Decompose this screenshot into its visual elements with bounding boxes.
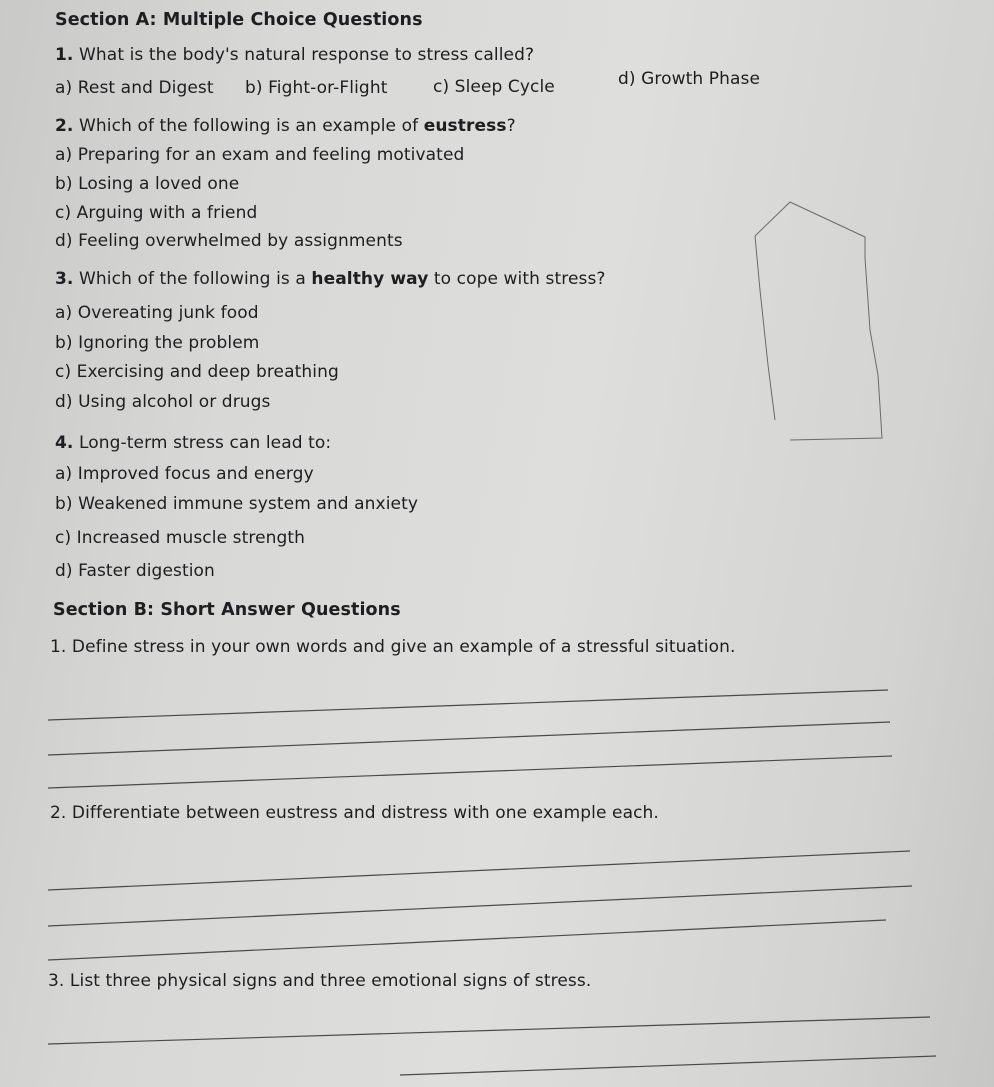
answer-line-2-1[interactable] — [48, 851, 910, 890]
short-answer-question-2: 2. Differentiate between eustress and distress with one example each. — [50, 803, 659, 823]
q1-option-b[interactable]: b) Fight-or-Flight — [245, 78, 388, 98]
question-3-text-after: to cope with stress? — [428, 269, 606, 289]
question-2-emphasis: eustress — [423, 116, 507, 136]
answer-line-1-1[interactable] — [48, 690, 888, 720]
answer-box-outline — [790, 202, 882, 440]
answer-box-left-edge — [755, 202, 790, 420]
question-2-text-before: Which of the following is an example of — [79, 116, 424, 136]
q1-option-c[interactable]: c) Sleep Cycle — [433, 77, 555, 97]
q1-option-a[interactable]: a) Rest and Digest — [55, 78, 214, 98]
q2-option-d[interactable]: d) Feeling overwhelmed by assignments — [55, 231, 403, 251]
q4-option-d[interactable]: d) Faster digestion — [55, 561, 215, 581]
q3-option-c[interactable]: c) Exercising and deep breathing — [55, 362, 339, 382]
question-4-text: Long-term stress can lead to: — [79, 433, 332, 453]
q2-option-a[interactable]: a) Preparing for an exam and feeling motivated — [55, 145, 465, 165]
answer-line-3-1[interactable] — [48, 1017, 930, 1044]
question-3-emphasis: healthy way — [311, 269, 429, 289]
q3-option-a[interactable]: a) Overeating junk food — [55, 303, 259, 323]
q3-option-d[interactable]: d) Using alcohol or drugs — [55, 392, 271, 412]
answer-line-2-2[interactable] — [48, 886, 912, 926]
question-2-text-after: ? — [506, 116, 516, 136]
q4-option-a[interactable]: a) Improved focus and energy — [55, 464, 314, 484]
q2-option-c[interactable]: c) Arguing with a friend — [55, 203, 258, 223]
question-3-text-before: Which of the following is a — [79, 269, 312, 289]
section-a-title: Section A: Multiple Choice Questions — [55, 10, 423, 30]
q4-option-c[interactable]: c) Increased muscle strength — [55, 528, 306, 548]
q1-option-d[interactable]: d) Growth Phase — [618, 69, 761, 89]
section-b-title: Section B: Short Answer Questions — [53, 600, 401, 620]
question-4-number: 4. — [55, 433, 74, 453]
q4-option-b[interactable]: b) Weakened immune system and anxiety — [55, 494, 419, 514]
question-3-number: 3. — [55, 269, 74, 289]
short-answer-question-3: 3. List three physical signs and three emotional signs of stress. — [48, 971, 592, 991]
short-answer-question-1: 1. Define stress in your own words and give an example of a stressful situation. — [50, 637, 736, 657]
question-1-number: 1. — [55, 45, 74, 65]
q2-option-b[interactable]: b) Losing a loved one — [55, 174, 240, 194]
question-2-number: 2. — [55, 116, 74, 136]
answer-line-2-3[interactable] — [48, 920, 886, 960]
question-1-text: What is the body's natural response to stress called? — [79, 45, 535, 65]
answer-line-1-3[interactable] — [48, 756, 892, 788]
q3-option-b[interactable]: b) Ignoring the problem — [55, 333, 260, 353]
answer-line-3-2[interactable] — [400, 1056, 936, 1075]
answer-line-1-2[interactable] — [48, 722, 890, 755]
